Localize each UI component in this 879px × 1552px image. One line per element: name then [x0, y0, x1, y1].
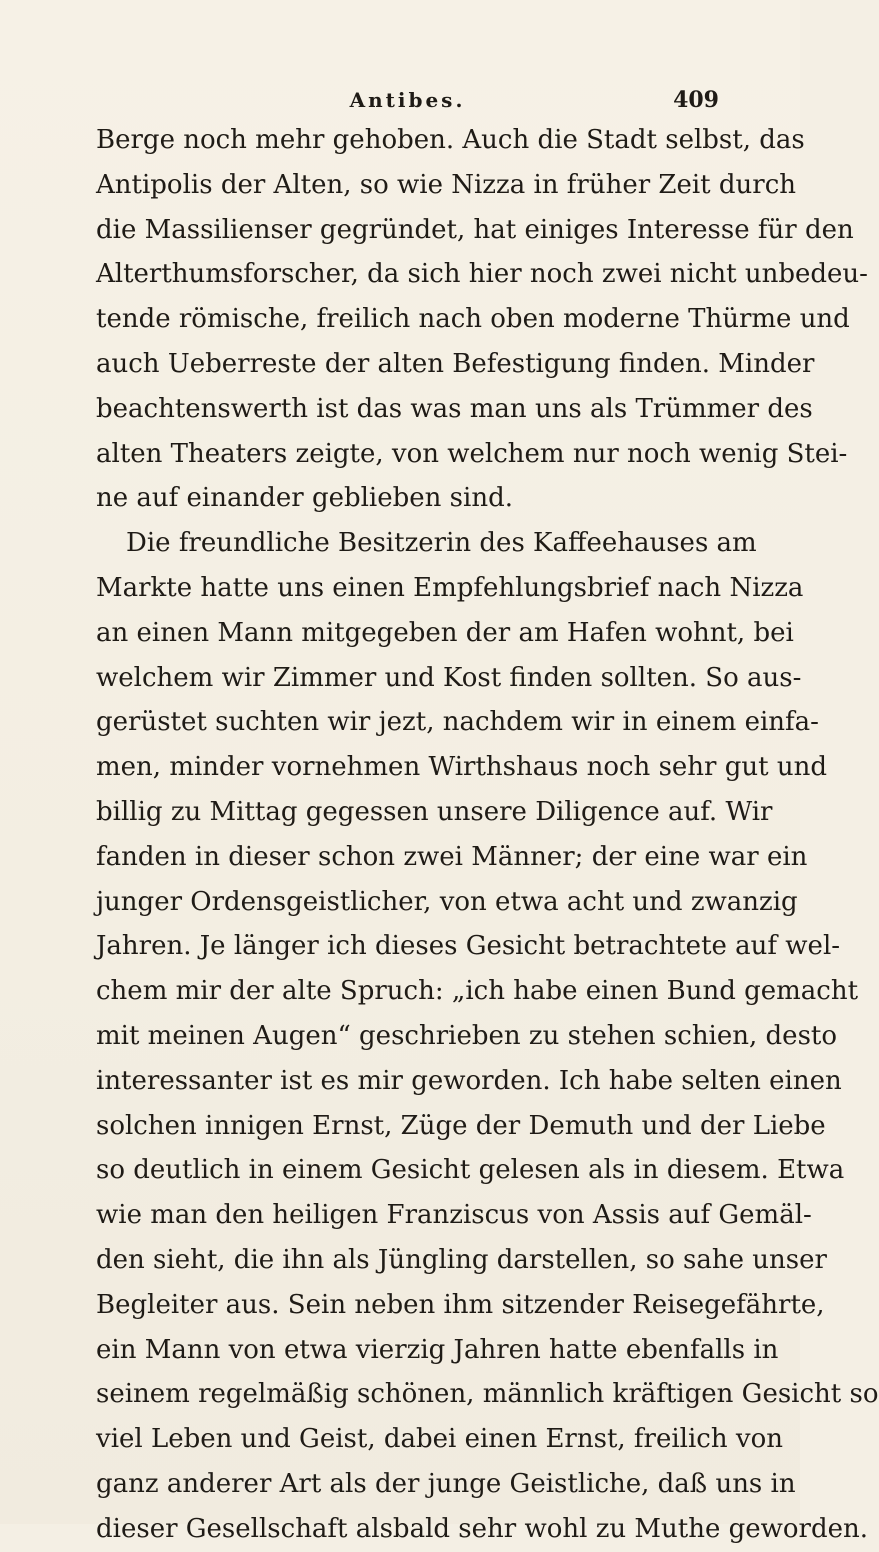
text-line: chem mir der alte Spruch: „ich habe einen Bund gemacht — [96, 976, 859, 1007]
text-line: welchem wir Zimmer und Kost finden sollten. So aus- — [96, 662, 802, 693]
text-line: auch Ueberreste der alten Befestigung finden. Minder — [96, 348, 815, 379]
text-line: Berge noch mehr gehoben. Auch die Stadt selbst, das — [96, 125, 805, 155]
text-line: an einen Mann mitgegeben der am Hafen wohnt, bei — [96, 617, 794, 648]
text-line: beachtenswerth ist das was man uns als Trümmer des — [96, 393, 813, 424]
text-line: den sieht, die ihn als Jüngling darstellen, so sahe unser — [96, 1244, 827, 1275]
text-line: men, minder vornehmen Wirthshaus noch sehr gut und — [96, 752, 827, 783]
text-line: ein Mann von etwa vierzig Jahren hatte ebenfalls in — [96, 1334, 779, 1365]
text-line: Begleiter aus. Sein neben ihm sitzender Reisegefährte, — [96, 1289, 825, 1320]
running-title: Antibes. — [349, 88, 466, 112]
text-line: so deutlich in einem Gesicht gelesen als in diesem. Etwa — [96, 1155, 845, 1186]
text-line: solchen innigen Ernst, Züge der Demuth und der Liebe — [96, 1110, 826, 1141]
running-head — [96, 88, 719, 118]
text-line: fanden in dieser schon zwei Männer; der eine war ein — [96, 841, 808, 872]
text-line: billig zu Mittag gegessen unsere Diligence auf. Wir — [96, 796, 773, 827]
text-line: die Massilienser gegründet, hat einiges Interesse für den — [96, 214, 854, 245]
text-line: Markte hatte uns einen Empfehlungsbrief nach Nizza — [96, 572, 804, 603]
text-line: dieser Gesellschaft alsbald sehr wohl zu Muthe geworden. — [96, 1513, 869, 1544]
text-line: Antipolis der Alten, so wie Nizza in früher Zeit durch — [96, 169, 797, 200]
text-line: gerüstet suchten wir jezt, nachdem wir in einem einfa- — [96, 707, 819, 738]
text-line: wie man den heiligen Franziscus von Assis auf Gemäl- — [96, 1200, 812, 1231]
text-line: tende römische, freilich nach oben moderne Thürme und — [96, 304, 850, 335]
body-text — [96, 118, 879, 1552]
text-line: Alterthumsforscher, da sich hier noch zwei nicht unbedeu- — [96, 259, 868, 290]
text-line: Jahren. Je länger ich dieses Gesicht betrachtete auf wel- — [96, 931, 841, 962]
text-line: junger Ordensgeistlicher, von etwa acht und zwanzig — [96, 886, 798, 917]
text-line: seinem regelmäßig schönen, männlich kräftigen Gesicht so — [96, 1379, 879, 1410]
text-line: mit meinen Augen“ geschrieben zu stehen schien, desto — [96, 1020, 838, 1051]
text-line: alten Theaters zeigte, von welchem nur noch wenig Stei- — [96, 438, 848, 469]
text-line: ganz anderer Art als der junge Geistliche, daß uns in — [96, 1468, 796, 1499]
page-number: 409 — [673, 87, 719, 113]
text-line: viel Leben und Geist, dabei einen Ernst, freilich von — [96, 1424, 783, 1455]
text-line: interessanter ist es mir geworden. Ich habe selten einen — [96, 1065, 842, 1096]
text-line: Die freundliche Besitzerin des Kaffeehauses am — [126, 528, 757, 559]
text-line: ne auf einander geblieben sind. — [96, 483, 513, 514]
